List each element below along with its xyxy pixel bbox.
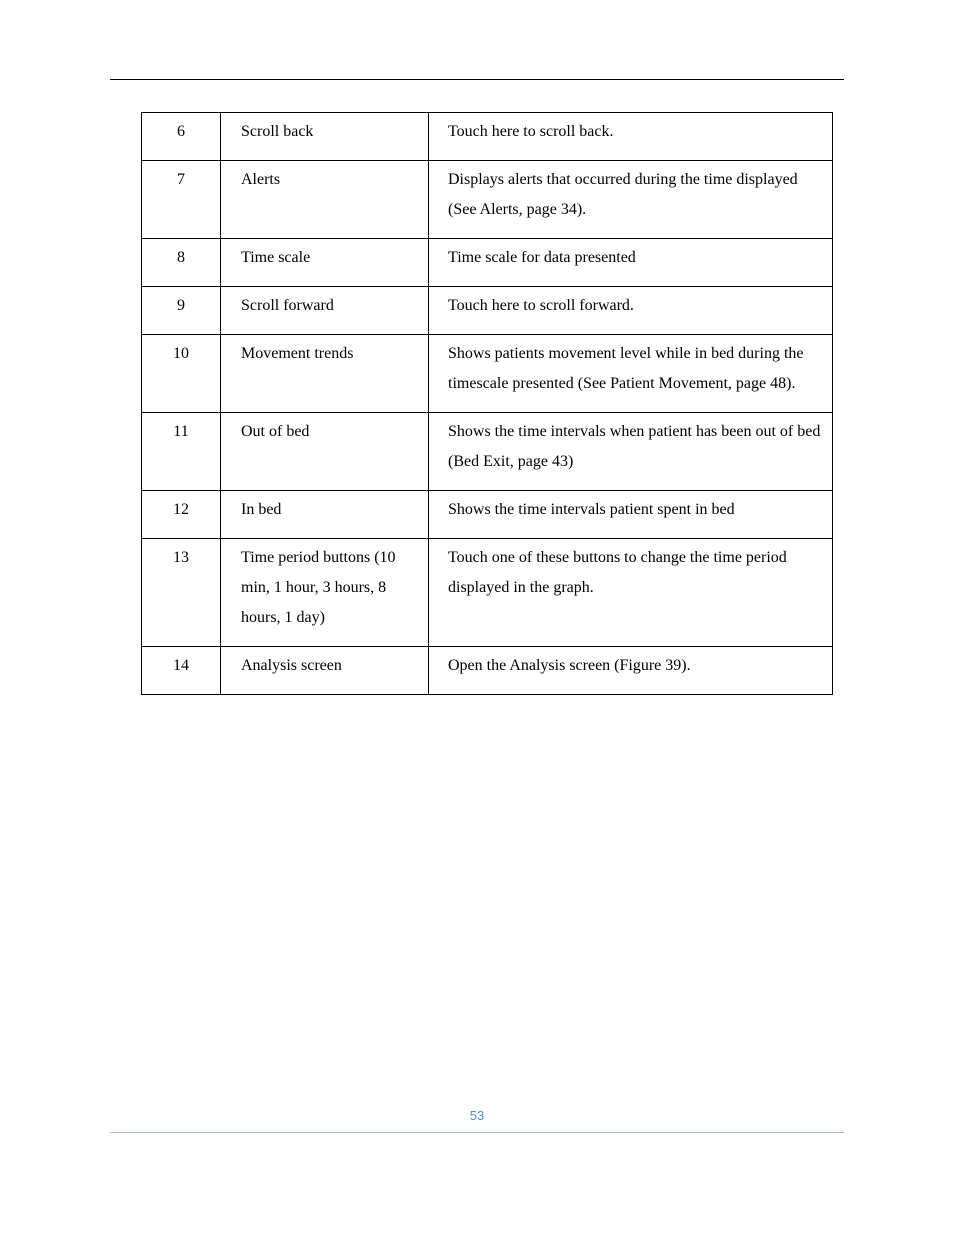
item-name: Time scale <box>221 239 429 287</box>
table-row <box>142 287 833 335</box>
item-name: Movement trends <box>221 335 429 413</box>
table-row <box>142 239 833 287</box>
item-description: Touch here to scroll forward. <box>429 287 833 335</box>
table-row <box>142 413 833 491</box>
item-description: Time scale for data presented <box>429 239 833 287</box>
item-name: In bed <box>221 491 429 539</box>
table-row <box>142 647 833 695</box>
row-number: 12 <box>142 491 221 539</box>
item-description: Shows patients movement level while in bed during the timescale presented (See Patient Movement, page 48). <box>429 335 833 413</box>
table-row <box>142 491 833 539</box>
header-rule <box>110 79 844 80</box>
page-number: 53 <box>469 1108 485 1123</box>
item-name: Analysis screen <box>221 647 429 695</box>
item-name: Time period buttons (10 min, 1 hour, 3 hours, 8 hours, 1 day) <box>221 539 429 647</box>
table-row <box>142 539 833 647</box>
row-number: 6 <box>142 113 221 161</box>
row-number: 8 <box>142 239 221 287</box>
row-number: 13 <box>142 539 221 647</box>
table-row <box>142 113 833 161</box>
item-description: Shows the time intervals patient spent in bed <box>429 491 833 539</box>
item-description: Displays alerts that occurred during the time displayed (See Alerts, page 34). <box>429 161 833 239</box>
table-row <box>142 161 833 239</box>
row-number: 14 <box>142 647 221 695</box>
row-number: 9 <box>142 287 221 335</box>
row-number: 10 <box>142 335 221 413</box>
footer-rule <box>110 1132 844 1133</box>
item-description: Shows the time intervals when patient has been out of bed (Bed Exit, page 43) <box>429 413 833 491</box>
item-name: Scroll forward <box>221 287 429 335</box>
item-name: Out of bed <box>221 413 429 491</box>
item-description: Open the Analysis screen (Figure 39). <box>429 647 833 695</box>
row-number: 7 <box>142 161 221 239</box>
item-description: Touch here to scroll back. <box>429 113 833 161</box>
item-description: Touch one of these buttons to change the time period displayed in the graph. <box>429 539 833 647</box>
table-row <box>142 335 833 413</box>
item-name: Alerts <box>221 161 429 239</box>
item-name: Scroll back <box>221 113 429 161</box>
row-number: 11 <box>142 413 221 491</box>
reference-table <box>141 112 833 695</box>
